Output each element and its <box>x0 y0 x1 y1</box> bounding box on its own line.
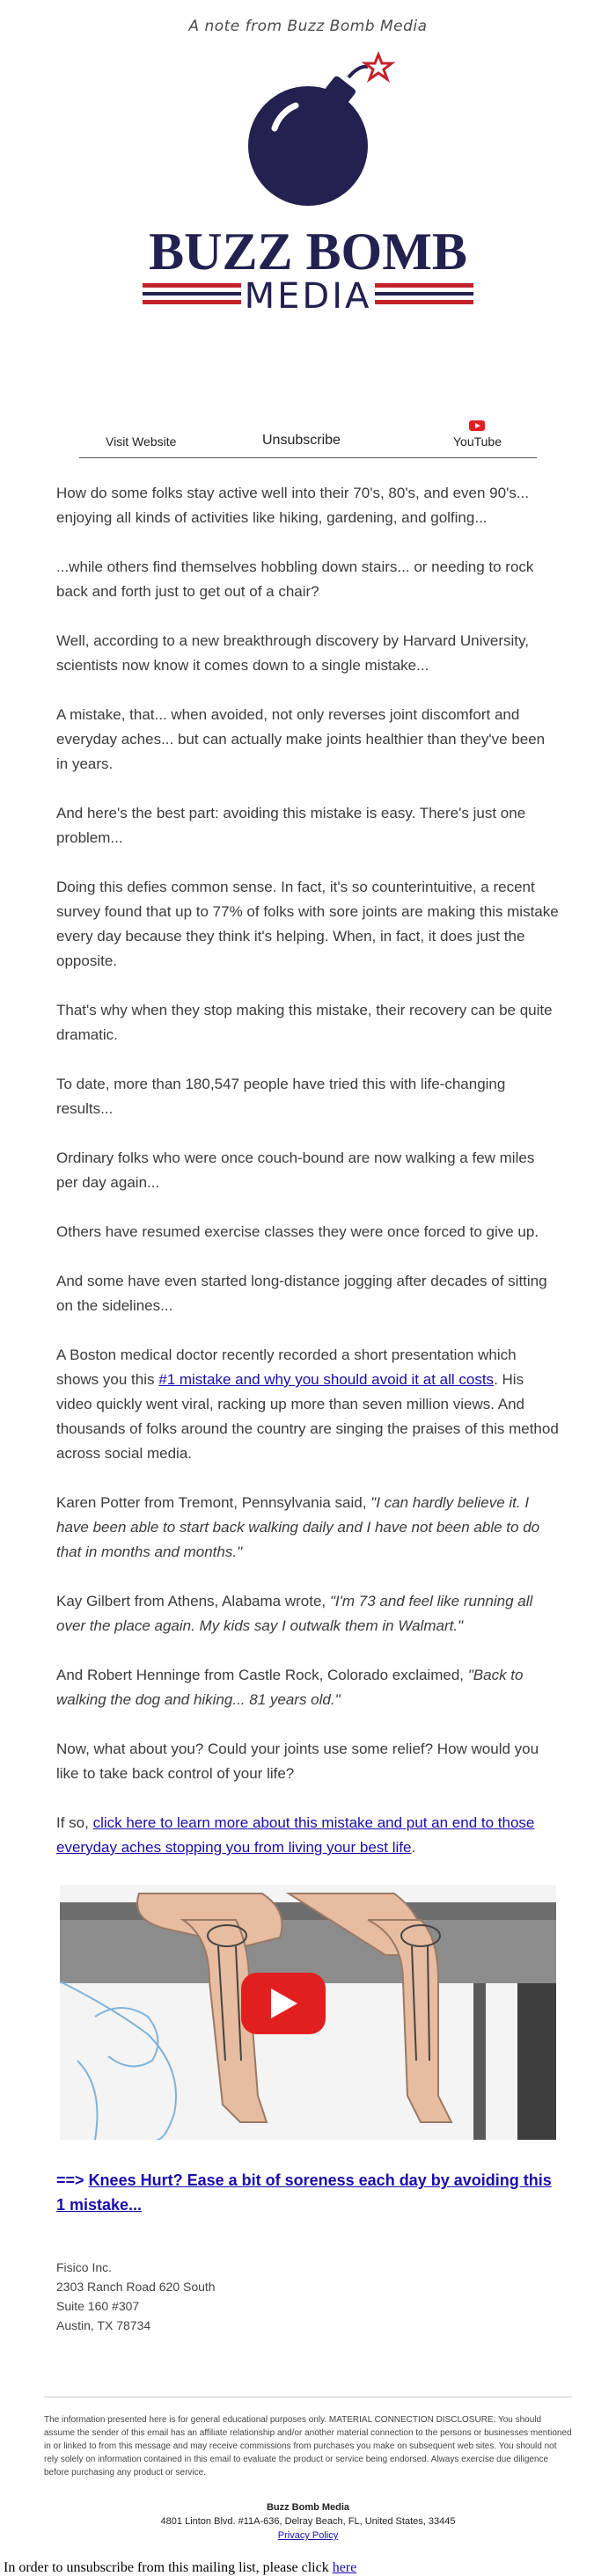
nav-bar <box>79 415 537 458</box>
cta <box>56 2168 560 2217</box>
unsubscribe-here-link[interactable]: here <box>332 2560 357 2575</box>
visit-website-link[interactable]: Visit Website <box>106 434 177 449</box>
paragraph: Now, what about you? Could your joints use some relief? How would you like to take back control of your life? <box>56 1740 539 1782</box>
header-note: A note from Buzz Bomb Media <box>188 18 428 35</box>
buzz-bomb-logo <box>141 47 475 338</box>
paragraph: That's why when they stop making this mistake, their recovery can be quite dramatic. <box>56 1002 553 1043</box>
paragraph: How do some folks stay active well into their 70's, 80's, and even 90's... enjoying all kinds of activities like hiking, gardening, and golfing... <box>56 485 530 526</box>
testimonial: And Robert Henninge from Castle Rock, Colorado exclaimed, "Back to walking the dog and hiking... 81 years old." <box>56 1667 524 1708</box>
privacy-policy-link[interactable]: Privacy Policy <box>277 2530 339 2541</box>
spark-icon <box>365 55 392 79</box>
company-name: Buzz Bomb Media <box>266 2502 350 2513</box>
testimonial-quote: "I'm 73 and feel like running all over the place again. My kids say I outwalk them in Walmart." <box>56 1593 533 1634</box>
bomb-fuse <box>348 67 368 77</box>
testimonial: Kay Gilbert from Athens, Alabama wrote, "I'm 73 and feel like running all over the place again. My kids say I outwalk them in Walmart." <box>56 1593 533 1634</box>
paragraph: Ordinary folks who were once couch-bound are now walking a few miles per day again... <box>56 1149 535 1191</box>
youtube-label: YouTube <box>452 434 502 449</box>
testimonial: Karen Potter from Tremont, Pennsylvania said, "I can hardly believe it. I have been able to start back walking daily and I have not been able to do that in months and months." <box>56 1494 540 1560</box>
address-line: Suite 160 #307 <box>56 2299 140 2313</box>
knee-illustration <box>60 1885 556 2140</box>
youtube-icon <box>469 420 485 431</box>
paragraph: And some have even started long-distance jogging after decades of sitting on the sidelines... <box>56 1273 547 1314</box>
unsubscribe-link[interactable]: Unsubscribe <box>262 433 341 448</box>
paragraph: A mistake, that... when avoided, not only reverses joint discomfort and everyday aches... but can actually make joints healthier than they've been in years. <box>56 706 546 772</box>
testimonial-quote: "Back to walking the dog and hiking... 81 years old." <box>56 1667 524 1708</box>
email-body <box>56 458 560 1860</box>
company-address: 4801 Linton Blvd. #11A-636, Delray Beach, FL, United States, 33445 <box>160 2516 456 2527</box>
bomb-body <box>248 86 368 206</box>
company-footer <box>0 2500 616 2543</box>
paragraph: Doing this defies common sense. In fact, it's so counterintuitive, a recent survey found that up to 77% of folks with sore joints are making this mistake every day because they think it's helping. When, in fact, it does just the opposite. <box>56 879 559 969</box>
learn-more-link[interactable]: click here to learn more about this mistake and put an end to those everyday aches stopping you from living your best life <box>56 1814 535 1856</box>
paragraph: Well, according to a new breakthrough discovery by Harvard University, scientists now know it comes down to a single mistake... <box>56 632 529 674</box>
unsubscribe-line: In order to unsubscribe from this mailing list, please click here <box>4 2560 357 2575</box>
paragraph: Others have resumed exercise classes they were once forced to give up. <box>56 1223 539 1240</box>
logo-line2: MEDIA <box>244 276 372 317</box>
paragraph: ...while others find themselves hobbling down stairs... or needing to rock back and forth just to get out of a chair? <box>56 558 534 600</box>
disclaimer: The information presented here is for general educational purposes only. MATERIAL CONNECTION DISCLOSURE: You should assume the sender of this email has an affiliate relationship and/or another material connection to the persons or businesses mentioned in or linked to from this message and may receive commissions from purchases you make on subsequent web sites. You should not rely solely on information contained in this email to evaluate the product or service being endorsed. Always exercise due diligence before purchasing any product or service. <box>44 2415 572 2477</box>
address-name: Fisico Inc. <box>56 2260 113 2274</box>
paragraph: To date, more than 180,547 people have tried this with life-changing results... <box>56 1076 506 1117</box>
cta-link[interactable]: Knees Hurt? Ease a bit of soreness each day by avoiding this 1 mistake... <box>56 2171 552 2214</box>
address-line: Austin, TX 78734 <box>56 2318 151 2332</box>
youtube-link[interactable] <box>453 420 502 449</box>
paragraph: And here's the best part: avoiding this mistake is easy. There's just one problem... <box>56 805 526 846</box>
paragraph-with-link: A Boston medical doctor recently recorded a short presentation which shows you this #1 mistake and why you should avoid it at all costs. His video quickly went viral, racking up more than seven million views. And thousands of folks around the country are singing the praises of this method across social media. <box>56 1346 559 1462</box>
address-line: 2303 Ranch Road 620 South <box>56 2280 216 2294</box>
cta-arrow: ==> <box>56 2171 84 2189</box>
video-thumbnail[interactable] <box>60 1885 556 2140</box>
testimonial-quote: "I can hardly believe it. I have been able to start back walking daily and I have not been able to do that in months and months." <box>56 1494 540 1560</box>
sender-address <box>56 2258 560 2335</box>
mistake-link[interactable]: #1 mistake and why you should avoid it at all costs <box>158 1371 495 1388</box>
paragraph-with-link: If so, click here to learn more about this mistake and put an end to those everyday aches stopping you from living your best life. <box>56 1814 535 1856</box>
logo-line1: BUZZ BOMB <box>149 223 467 281</box>
